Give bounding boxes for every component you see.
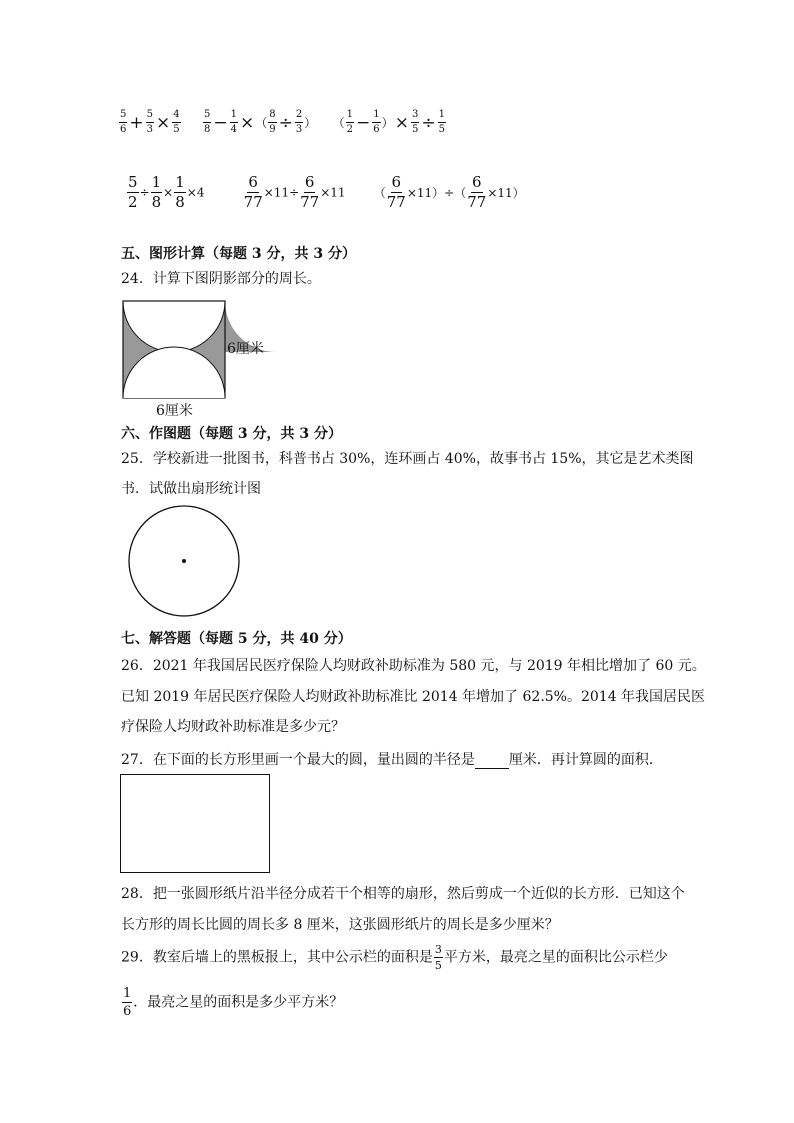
question-29-line-2: $\frac{1}{6}$ ．最亮之星的面积是多少平方米？ xyxy=(123,986,344,1019)
section-5-title: 五、图形计算（每题 3 分，共 3 分） xyxy=(121,246,356,262)
expr-1-3: （ $\frac{1}{2}$ − $\frac{1}{6}$ ）× $\frac{3}{5}$ ÷ $\frac{1}{5}$ xyxy=(332,109,445,135)
circle-center-dot xyxy=(182,559,186,563)
section-7-title: 七、解答题（每题 5 分，共 40 分） xyxy=(121,631,352,647)
expr-1-2: $\frac{5}{8}$ − $\frac{1}{4}$ ×（ $\frac{8}{9}$ ÷ $\frac{2}{3}$ ） xyxy=(204,109,317,135)
question-25-line-1: 25．学校新进一批图书，科普书占 30%，连环画占 40%，故事书占 15%，其它是艺术类图 xyxy=(121,451,694,467)
question-28-line-1: 28．把一张圆形纸片沿半径分成若干个相等的扇形，然后剪成一个近似的长方形．已知这个 xyxy=(121,886,685,902)
bottom-length-label: 6厘米 xyxy=(156,403,193,419)
question-26-line-3: 疗保险人均财政补助标准是多少元？ xyxy=(121,719,345,735)
expression-row-1 xyxy=(118,110,447,135)
side-length-label: 6厘米 xyxy=(227,341,264,357)
expr-2-2: $\frac{6}{77}$ ×11÷ $\frac{6}{77}$ ×11 xyxy=(243,173,346,211)
section-6-title: 六、作图题（每题 3 分，共 3 分） xyxy=(121,426,342,442)
question-29-line-1: 29．教室后墙上的黑板报上，其中公示栏的面积是 $\frac{3}{5}$ 平方米，最亮之星的面积比公示栏少 xyxy=(121,943,668,972)
pie-chart-circle xyxy=(122,505,242,625)
radius-answer-blank[interactable] xyxy=(475,754,509,769)
rectangle-drawing-area[interactable] xyxy=(120,774,270,873)
question-28-line-2: 长方形的周长比圆的周长多 8 厘米，这张圆形纸片的周长是多少厘米？ xyxy=(121,917,559,933)
expr-2-3: （ $\frac{6}{77}$ ×11）÷（ $\frac{6}{77}$ ×11） xyxy=(373,173,525,211)
question-26-line-1: 26．2021 年我国居民医疗保险人均财政补助标准为 580 元，与 2019 年相比增加了 60 元。 xyxy=(121,658,706,674)
expression-row-2 xyxy=(126,175,525,210)
question-25-line-2: 书．试做出扇形统计图 xyxy=(121,481,261,497)
question-24-text: 24．计算下图阴影部分的周长。 xyxy=(121,271,321,287)
expr-1-1: $\frac{5}{6}$ + $\frac{5}{3}$ × $\frac{4}{5}$ xyxy=(120,109,180,135)
question-27-text: 27．在下面的长方形里画一个最大的圆，量出圆的半径是 厘米．再计算圆的面积． xyxy=(121,752,663,768)
question-26-line-2: 已知 2019 年居民医疗保险人均财政补助标准比 2014 年增加了 62.5%。2014 年我国居民医 xyxy=(121,689,706,705)
expr-2-1: $\frac{5}{2}$ ÷ $\frac{1}{8}$ × $\frac{1}{8}$ ×4 xyxy=(128,173,205,211)
